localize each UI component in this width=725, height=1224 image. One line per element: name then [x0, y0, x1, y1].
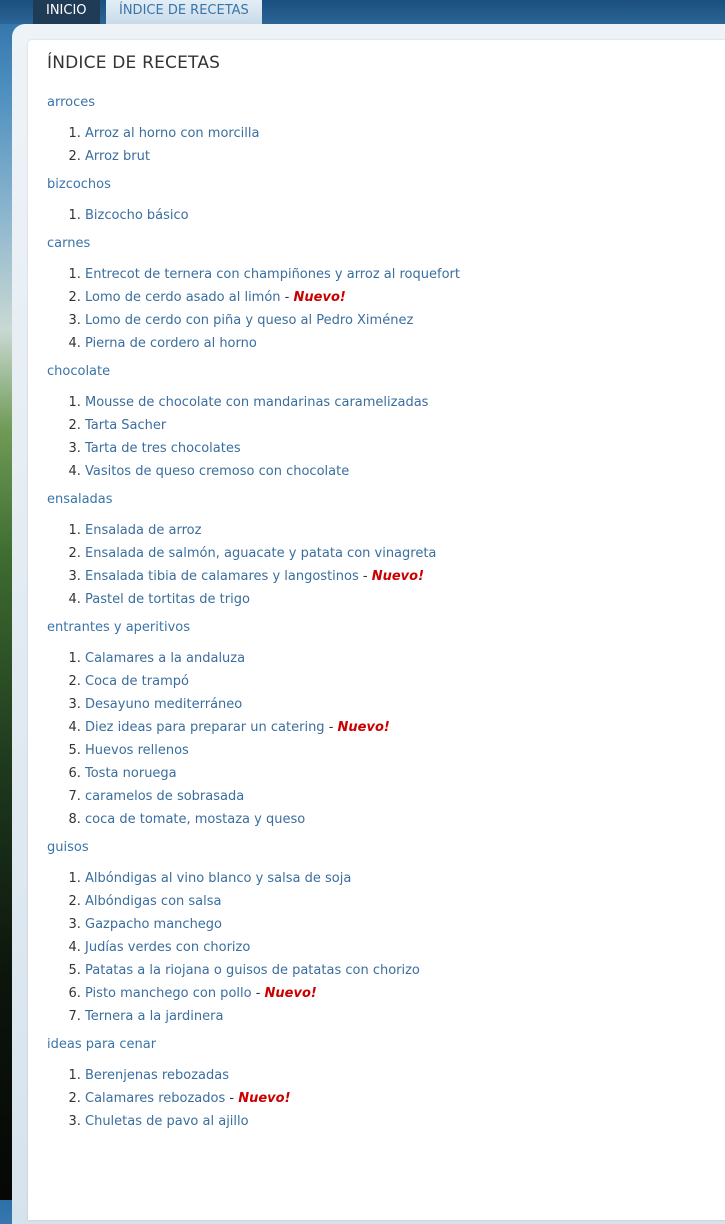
recipe-item [85, 867, 707, 890]
recipe-item [85, 936, 707, 959]
recipe-item [85, 1005, 707, 1028]
recipe-list [47, 647, 707, 831]
recipe-item [85, 959, 707, 982]
recipe-item [85, 1064, 707, 1087]
recipe-link[interactable]: Pastel de tortitas de trigo [85, 592, 250, 607]
tab-home[interactable]: INICIO [33, 0, 100, 24]
page-title: ÍNDICE DE RECETAS [47, 53, 221, 73]
recipe-item [85, 542, 707, 565]
recipe-list [47, 519, 707, 611]
recipe-link[interactable]: coca de tomate, mostaza y queso [85, 812, 306, 827]
recipe-link[interactable]: Albóndigas al vino blanco y salsa de soja [85, 871, 352, 886]
recipe-link[interactable]: Judías verdes con chorizo [85, 940, 251, 955]
recipe-item [85, 565, 707, 588]
recipe-link[interactable]: Tosta noruega [85, 766, 177, 781]
recipe-link[interactable]: Arroz brut [85, 149, 150, 164]
new-badge: Nuevo! [293, 290, 346, 305]
tab-recipe-index[interactable]: ÍNDICE DE RECETAS [106, 0, 262, 26]
recipe-item [85, 332, 707, 355]
recipe-index [47, 93, 707, 1140]
recipe-item [85, 414, 707, 437]
recipe-link[interactable]: Gazpacho manchego [85, 917, 223, 932]
recipe-link[interactable]: Vasitos de queso cremoso con chocolate [85, 464, 350, 479]
category-heading[interactable]: guisos [47, 840, 89, 855]
recipe-list [47, 204, 707, 227]
recipe-item [85, 670, 707, 693]
recipe-link[interactable]: Entrecot de ternera con champiñones y arroz al roquefort [85, 267, 460, 282]
recipe-item [85, 693, 707, 716]
recipe-item [85, 647, 707, 670]
recipe-item [85, 1110, 707, 1133]
category-heading[interactable]: ensaladas [47, 492, 113, 507]
recipe-link[interactable]: Huevos rellenos [85, 743, 189, 758]
category-heading[interactable]: ideas para cenar [47, 1037, 157, 1052]
recipe-item [85, 519, 707, 542]
recipe-link[interactable]: Coca de trampó [85, 674, 189, 689]
recipe-item [85, 785, 707, 808]
recipe-link[interactable]: Ensalada tibia de calamares y langostinos [85, 569, 359, 584]
recipe-item [85, 391, 707, 414]
recipe-list [47, 867, 707, 1028]
new-separator: - [324, 720, 338, 735]
new-badge: Nuevo! [238, 1091, 291, 1106]
recipe-link[interactable]: Desayuno mediterráneo [85, 697, 243, 712]
recipe-link[interactable]: Berenjenas rebozadas [85, 1068, 229, 1083]
recipe-item [85, 588, 707, 611]
recipe-link[interactable]: Ensalada de arroz [85, 523, 202, 538]
recipe-item [85, 122, 707, 145]
recipe-item [85, 263, 707, 286]
new-badge: Nuevo! [337, 720, 390, 735]
recipe-link[interactable]: Tarta de tres chocolates [85, 441, 241, 456]
recipe-link[interactable]: Ensalada de salmón, aguacate y patata con vinagreta [85, 546, 437, 561]
recipe-link[interactable]: Lomo de cerdo con piña y queso al Pedro Ximénez [85, 313, 414, 328]
recipe-link[interactable]: Patatas a la riojana o guisos de patatas con chorizo [85, 963, 420, 978]
top-tab-bar [0, 0, 725, 24]
recipe-item [85, 145, 707, 168]
recipe-link[interactable]: Chuletas de pavo al ajillo [85, 1114, 249, 1129]
recipe-item [85, 716, 707, 739]
new-badge: Nuevo! [371, 569, 425, 584]
recipe-list [47, 122, 707, 168]
recipe-item [85, 913, 707, 936]
recipe-link[interactable]: Calamares a la andaluza [85, 651, 246, 666]
category-heading[interactable]: entrantes y aperitivos [47, 620, 191, 635]
recipe-link[interactable]: Ternera a la jardinera [85, 1009, 224, 1024]
new-separator: - [280, 290, 294, 305]
recipe-item [85, 808, 707, 831]
recipe-link[interactable]: Lomo de cerdo asado al limón [85, 290, 281, 305]
recipe-link[interactable]: Calamares rebozados [85, 1091, 226, 1106]
recipe-link[interactable]: Mousse de chocolate con mandarinas caramelizadas [85, 395, 429, 410]
recipe-list [47, 1064, 707, 1133]
recipe-item [85, 739, 707, 762]
recipe-item [85, 982, 707, 1005]
recipe-item [85, 762, 707, 785]
recipe-link[interactable]: Bizcocho básico [85, 208, 189, 223]
recipe-item [85, 460, 707, 483]
recipe-item [85, 204, 707, 227]
recipe-link[interactable]: Arroz al horno con morcilla [85, 126, 260, 141]
category-heading[interactable]: bizcochos [47, 177, 111, 192]
recipe-link[interactable]: Pisto manchego con pollo [85, 986, 252, 1001]
new-separator: - [225, 1091, 239, 1106]
new-separator: - [251, 986, 265, 1001]
recipe-link[interactable]: Pierna de cordero al horno [85, 336, 257, 351]
category-heading[interactable]: carnes [47, 236, 91, 251]
recipe-list [47, 391, 707, 483]
recipe-item [85, 890, 707, 913]
recipe-list [47, 263, 707, 355]
new-separator: - [358, 569, 372, 584]
recipe-link[interactable]: caramelos de sobrasada [85, 789, 245, 804]
new-badge: Nuevo! [264, 986, 317, 1001]
recipe-link[interactable]: Tarta Sacher [85, 418, 167, 433]
recipe-item [85, 309, 707, 332]
recipe-item [85, 286, 707, 309]
recipe-item [85, 1087, 707, 1110]
category-heading[interactable]: arroces [47, 95, 96, 110]
recipe-link[interactable]: Diez ideas para preparar un catering [85, 720, 325, 735]
recipe-item [85, 437, 707, 460]
category-heading[interactable]: chocolate [47, 364, 111, 379]
recipe-link[interactable]: Albóndigas con salsa [85, 894, 222, 909]
